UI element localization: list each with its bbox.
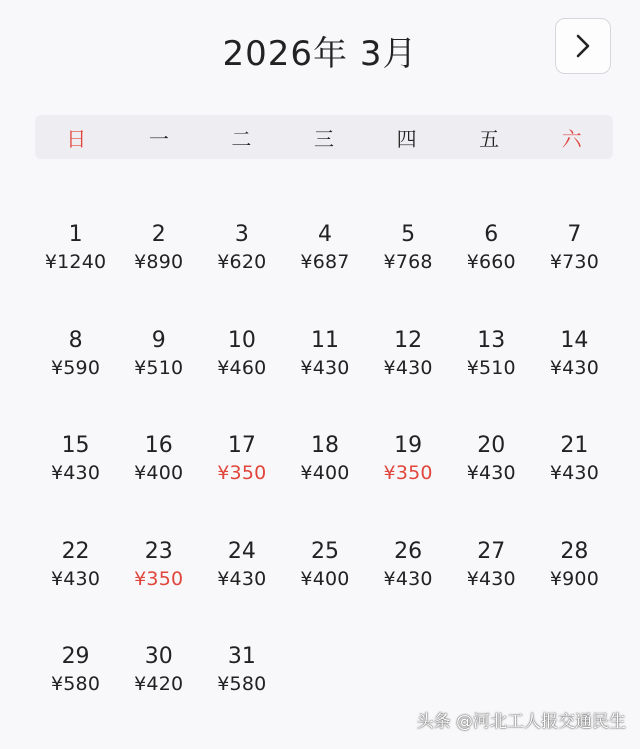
day-number: 27: [477, 538, 506, 564]
day-cell[interactable]: [533, 538, 616, 644]
day-number: 31: [227, 644, 256, 669]
day-price: ¥687: [300, 251, 350, 273]
weekday-mon: 一: [148, 126, 169, 151]
day-number: 29: [61, 644, 90, 669]
day-cell[interactable]: [283, 538, 366, 644]
day-price: ¥510: [466, 356, 516, 379]
day-cell[interactable]: [117, 643, 200, 749]
day-price: ¥350: [134, 567, 184, 590]
day-cell[interactable]: [34, 327, 117, 433]
weekday-tue: 二: [231, 126, 252, 151]
day-price: ¥430: [300, 356, 350, 379]
day-number: 9: [151, 327, 166, 353]
next-month-button[interactable]: [555, 18, 611, 74]
day-cell[interactable]: [450, 432, 533, 538]
day-cell[interactable]: [533, 327, 616, 433]
day-number: 1: [68, 222, 83, 247]
day-number: 24: [227, 538, 256, 564]
day-number: 19: [394, 433, 423, 458]
day-cell[interactable]: [200, 221, 283, 327]
day-cell[interactable]: [34, 221, 117, 327]
day-number: 15: [61, 433, 90, 458]
day-cell[interactable]: [533, 432, 616, 538]
day-number: 10: [227, 327, 256, 353]
day-price: ¥620: [217, 251, 267, 273]
day-number: 21: [560, 433, 589, 458]
day-cell[interactable]: [533, 221, 616, 327]
day-cell[interactable]: [117, 538, 200, 644]
day-cell[interactable]: [200, 432, 283, 538]
day-cell[interactable]: [200, 643, 283, 749]
day-number: 12: [394, 327, 423, 353]
watermark: 头条 @河北工人报交通民生: [416, 712, 626, 732]
day-number: 17: [227, 433, 256, 458]
day-cell[interactable]: [283, 327, 366, 433]
calendar-grid: [34, 221, 616, 749]
day-cell[interactable]: [450, 538, 533, 644]
day-price: ¥430: [549, 356, 599, 379]
day-price: ¥900: [549, 567, 599, 590]
day-number: 30: [144, 644, 173, 669]
day-price: ¥660: [466, 251, 516, 273]
day-cell[interactable]: [117, 221, 200, 327]
day-cell[interactable]: [283, 432, 366, 538]
day-number: 28: [560, 538, 589, 564]
day-price: ¥768: [383, 251, 433, 273]
day-price: ¥350: [383, 462, 433, 484]
day-cell[interactable]: [117, 327, 200, 433]
day-price: ¥400: [300, 462, 350, 484]
day-number: 14: [560, 327, 589, 353]
day-price: ¥430: [217, 567, 267, 590]
day-number: 2: [151, 222, 166, 247]
day-number: 13: [477, 327, 506, 353]
day-price: ¥430: [466, 567, 516, 590]
day-number: 20: [477, 433, 506, 458]
day-cell[interactable]: [283, 221, 366, 327]
day-price: ¥590: [50, 356, 101, 379]
month-title: 2026年 3月: [222, 34, 418, 74]
day-cell[interactable]: [367, 432, 450, 538]
day-cell[interactable]: [367, 221, 450, 327]
day-number: 3: [234, 222, 249, 247]
day-cell[interactable]: [117, 432, 200, 538]
day-number: 26: [394, 538, 423, 564]
day-price: ¥730: [549, 251, 599, 273]
day-cell[interactable]: [34, 643, 117, 749]
day-price: ¥430: [383, 567, 433, 590]
day-cell[interactable]: [34, 538, 117, 644]
day-price: ¥420: [134, 673, 184, 695]
day-price: ¥580: [50, 673, 101, 695]
day-price: ¥430: [50, 462, 101, 484]
weekday-thu: 四: [396, 126, 417, 151]
day-price: ¥400: [300, 567, 350, 590]
calendar-header: [0, 0, 640, 96]
day-number: 5: [401, 222, 416, 247]
day-number: 18: [310, 433, 339, 458]
day-number: 4: [317, 222, 332, 247]
chevron-right-icon: [573, 33, 593, 59]
day-cell[interactable]: [34, 432, 117, 538]
day-number: 23: [144, 538, 173, 564]
day-price: ¥430: [50, 567, 101, 590]
day-number: 22: [61, 538, 90, 564]
day-number: 16: [144, 433, 173, 458]
day-price: ¥430: [383, 356, 433, 379]
day-price: ¥1240: [44, 251, 107, 273]
weekday-header: [35, 115, 613, 159]
day-price: ¥430: [549, 462, 599, 484]
day-cell[interactable]: [367, 538, 450, 644]
weekday-fri: 五: [479, 126, 500, 151]
weekday-sat: 六: [561, 126, 582, 151]
day-number: 25: [310, 538, 339, 564]
day-price: ¥400: [134, 462, 184, 484]
weekday-wed: 三: [313, 126, 334, 151]
day-number: 6: [484, 222, 499, 247]
day-cell[interactable]: [450, 327, 533, 433]
day-cell[interactable]: [367, 327, 450, 433]
day-price: ¥890: [134, 251, 184, 273]
day-price: ¥430: [466, 462, 516, 484]
day-price: ¥580: [217, 673, 267, 695]
day-number: 11: [310, 327, 339, 353]
day-cell[interactable]: [200, 538, 283, 644]
weekday-sun: 日: [66, 126, 87, 151]
day-price: ¥460: [217, 356, 267, 379]
day-number: 8: [68, 327, 83, 353]
day-cell[interactable]: [450, 221, 533, 327]
day-number: 7: [567, 222, 582, 247]
day-cell[interactable]: [200, 327, 283, 433]
day-price: ¥510: [134, 356, 184, 379]
day-price: ¥350: [217, 462, 267, 484]
